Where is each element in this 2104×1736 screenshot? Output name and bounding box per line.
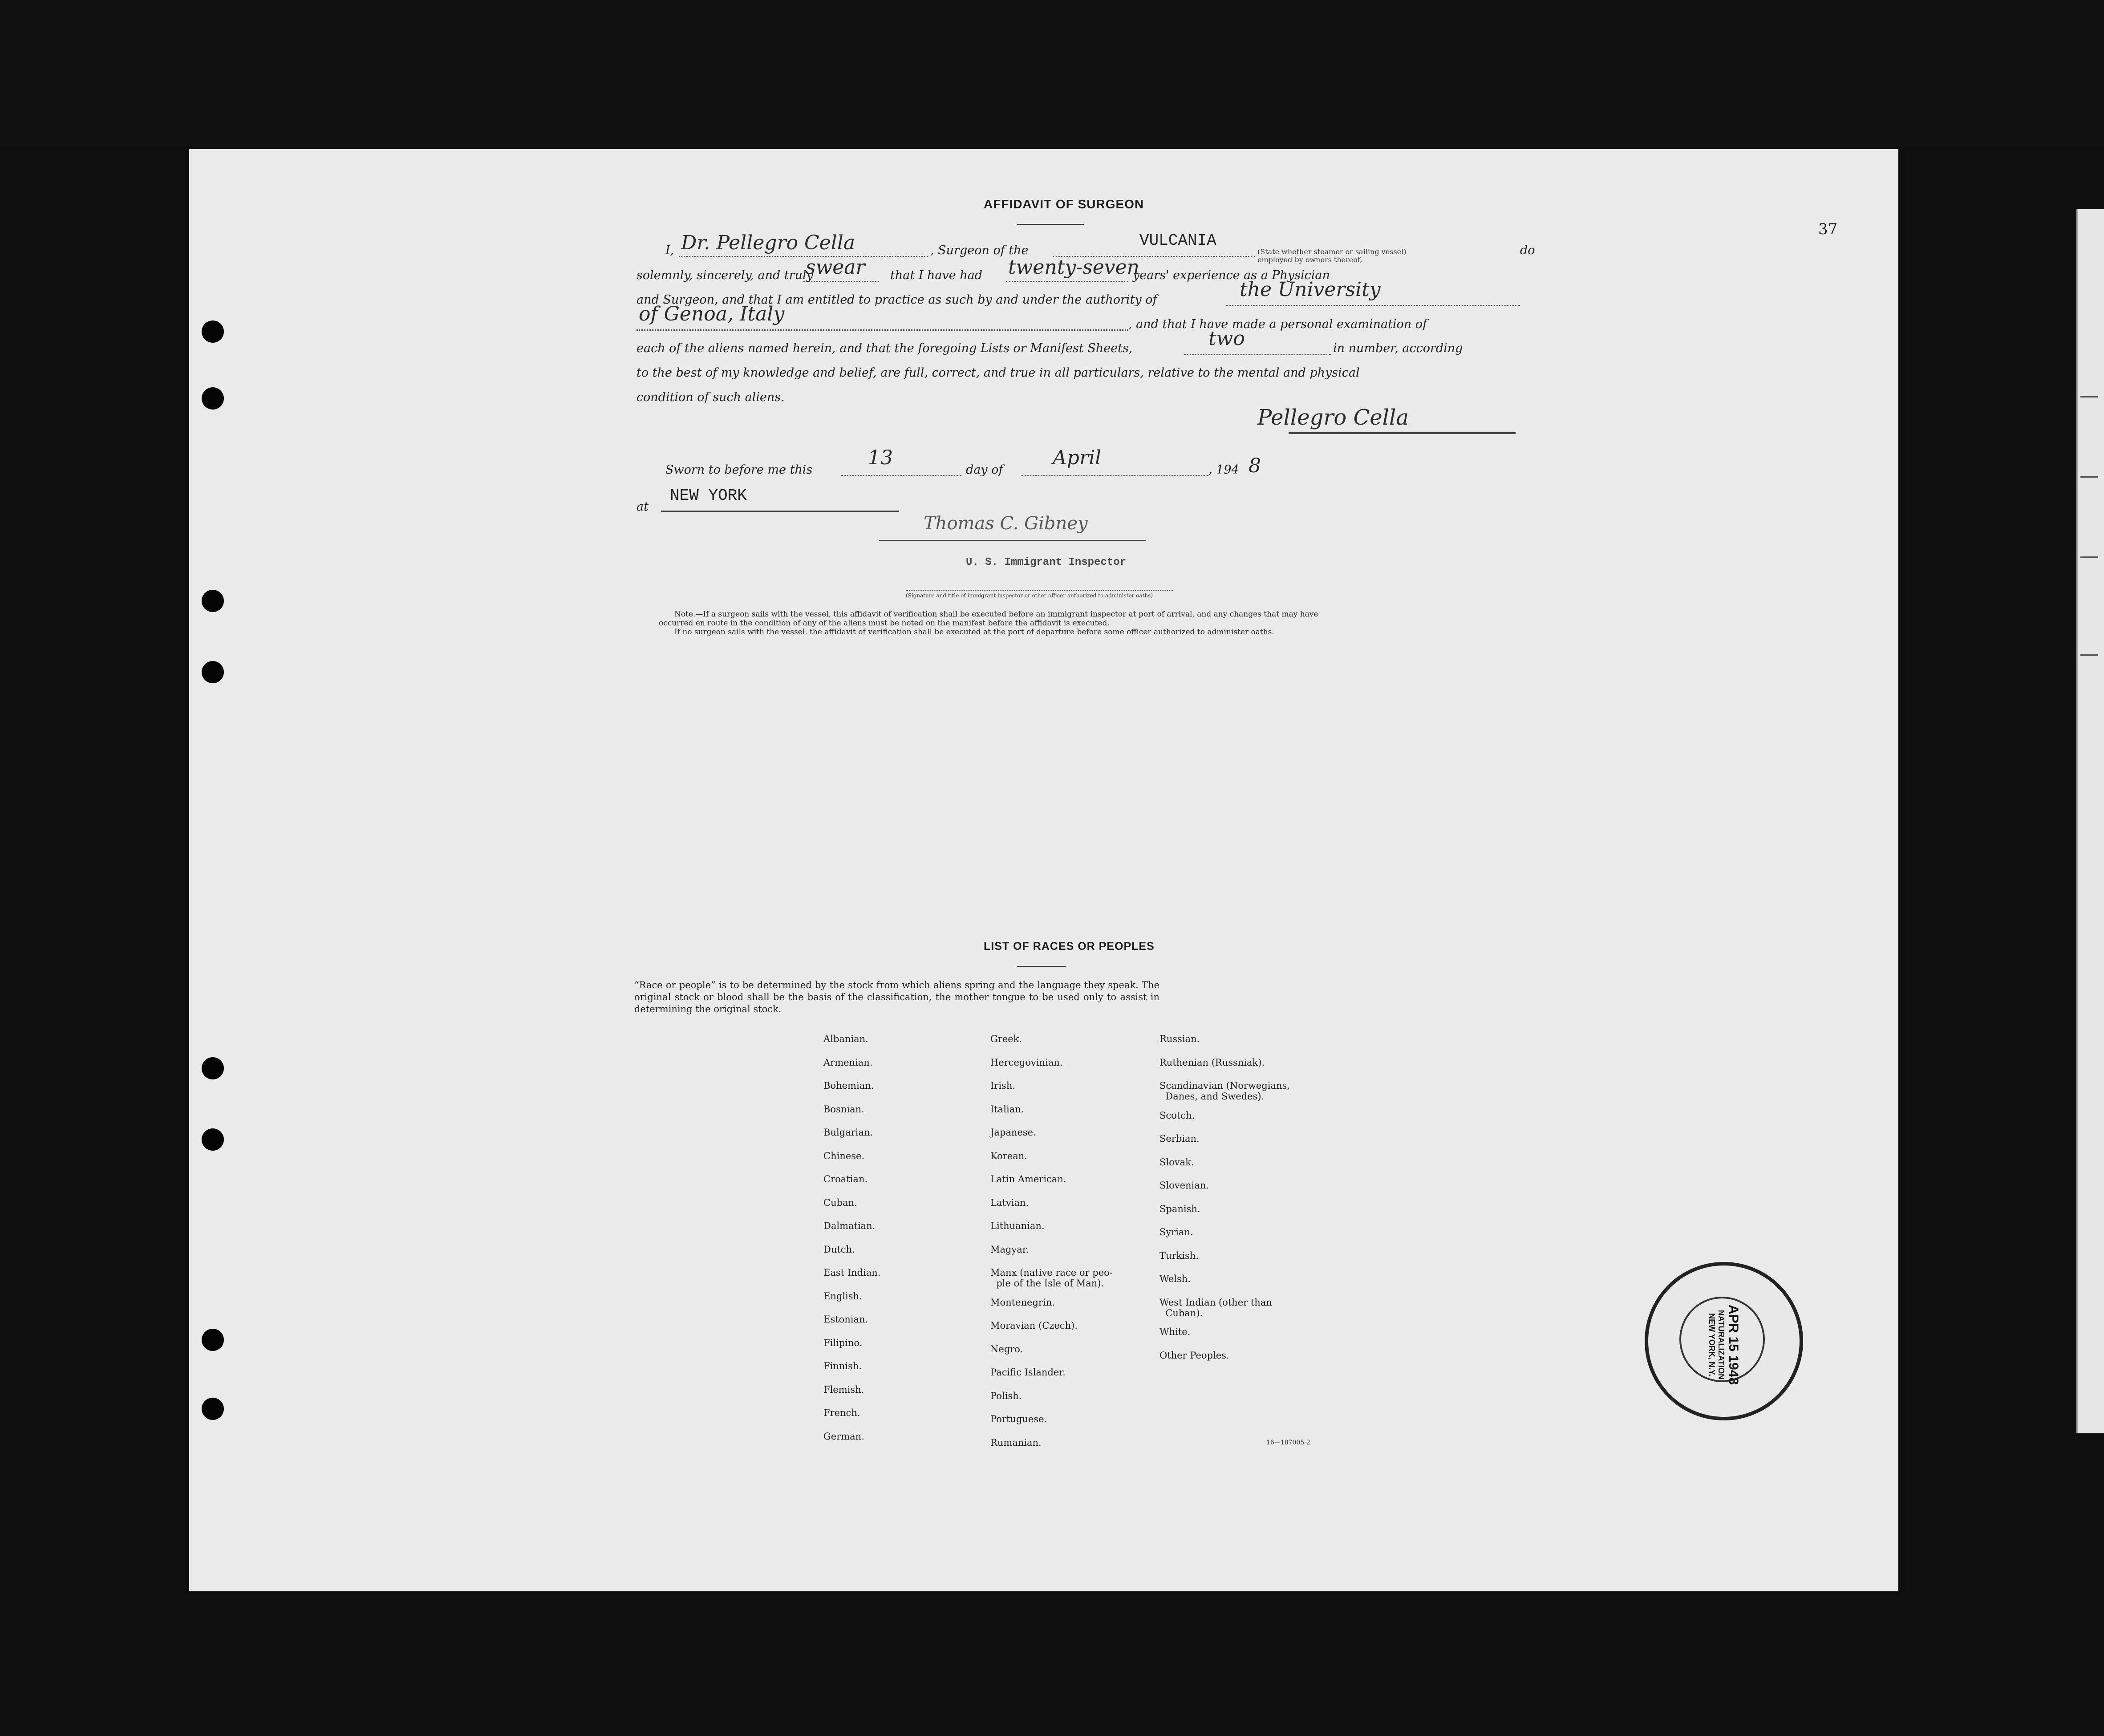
race-item: Scandinavian (Norwegians, Danes, and Swedes). (1159, 1080, 1290, 1102)
line5-end: in number, according (1333, 341, 1463, 355)
sworn-day: 13 (868, 446, 893, 469)
race-item: Bosnian. (823, 1103, 864, 1115)
note-line-3: If no surgeon sails with the vessel, the affidavit of verification shall be executed at the port of departure before some officer authorized to administer oaths. (674, 628, 1274, 637)
race-item: Dutch. (823, 1244, 855, 1255)
race-item: Greek. (990, 1034, 1022, 1044)
race-item: Polish. (990, 1390, 1022, 1401)
race-item: Irish. (990, 1080, 1016, 1091)
vessel-name: VULCANIA (1139, 231, 1216, 250)
line4-end: , and that I have made a personal examination of (1128, 317, 1427, 331)
race-item: Ruthenian (Russniak). (1159, 1057, 1265, 1068)
race-item: Bulgarian. (823, 1127, 873, 1138)
stamp-office: NATURALIZATION (1717, 1310, 1726, 1380)
year-digit: 8 (1249, 454, 1261, 477)
date-stamp (1645, 1262, 1803, 1420)
punch-hole (202, 661, 224, 683)
race-item: East Indian. (823, 1267, 881, 1278)
years-experience: twenty-seven (1008, 256, 1139, 279)
race-item: Dalmatian. (823, 1221, 876, 1231)
race-item: Japanese. (990, 1127, 1036, 1138)
sheet-count: two (1208, 327, 1245, 350)
race-item: Chinese. (823, 1150, 865, 1161)
race-item: Albanian. (823, 1034, 868, 1044)
race-item: French. (823, 1407, 860, 1418)
inspector-title: U. S. Immigrant Inspector (966, 556, 1127, 568)
scan-background (0, 0, 2104, 147)
line1-mid: , Surgeon of the (930, 243, 1029, 257)
race-item: Lithuanian. (990, 1221, 1045, 1231)
day-label: day of (966, 463, 1003, 477)
race-item: Montenegrin. (990, 1297, 1055, 1308)
race-item: White. (1159, 1326, 1191, 1337)
race-item: Italian. (990, 1103, 1024, 1115)
races-intro: “Race or people” is to be determined by the stock from which aliens spring and the language they speak. The original stock or blood shall be the basis of the classification, the mother tongue to be used only to assist in determining the original stock. (634, 980, 1159, 1014)
race-item: Estonian. (823, 1314, 868, 1325)
races-title-underline (1017, 966, 1066, 967)
sworn-place: NEW YORK (670, 487, 747, 505)
punch-hole (202, 590, 224, 612)
race-item: Armenian. (823, 1057, 873, 1068)
race-item: Manx (native race or peo- ple of the Isle of Man). (990, 1267, 1113, 1289)
race-item: Flemish. (823, 1384, 864, 1395)
inspector-caption: (Signature and title of immigrant inspector or other officer authorized to administer oaths) (906, 592, 1153, 599)
race-item: Turkish. (1159, 1250, 1199, 1261)
race-item: Slovenian. (1159, 1180, 1209, 1191)
line1-end: do (1520, 243, 1535, 257)
race-item: Latvian. (990, 1197, 1029, 1208)
surgeon-signature: Pellegro Cella (1257, 405, 1409, 430)
race-item: Filipino. (823, 1337, 863, 1348)
punch-hole (202, 1398, 224, 1420)
race-item: Cuban. (823, 1197, 857, 1208)
race-item: Moravian (Czech). (990, 1320, 1078, 1331)
page-number: 37 (1818, 220, 1838, 238)
stamp-date: APR 15 1948 (1726, 1304, 1741, 1385)
race-item: Croatian. (823, 1174, 868, 1184)
document-page (189, 149, 1898, 1591)
year-prefix: , 194 (1208, 463, 1239, 477)
race-item: Latin American. (990, 1174, 1066, 1184)
race-item: Other Peoples. (1159, 1350, 1229, 1361)
stamp-city: NEW YORK, N.Y. (1707, 1313, 1716, 1376)
affidavit-title: AFFIDAVIT OF SURGEON (984, 197, 1144, 211)
surgeon-name: Dr. Pellegro Cella (681, 231, 855, 254)
race-item: Rumanian. (990, 1437, 1042, 1448)
line2-prefix: solemnly, sincerely, and truly (636, 268, 813, 282)
race-item: Slovak. (1159, 1156, 1194, 1168)
race-item: Portuguese. (990, 1414, 1047, 1424)
punch-hole (202, 387, 224, 410)
race-item: Hercegovinian. (990, 1057, 1063, 1068)
authority-line-2: of Genoa, Italy (639, 303, 785, 325)
sworn-prefix: Sworn to before me this (665, 463, 813, 477)
punch-hole (202, 1128, 224, 1151)
race-item: Pacific Islander. (990, 1367, 1066, 1378)
line7: condition of such aliens. (636, 390, 785, 404)
punch-hole (202, 1057, 224, 1079)
race-item: Russian. (1159, 1034, 1200, 1044)
adjacent-sheet-edge (2076, 209, 2104, 1433)
races-title: LIST OF RACES OR PEOPLES (984, 940, 1155, 953)
race-item: Korean. (990, 1150, 1027, 1161)
race-item: Finnish. (823, 1361, 862, 1371)
title-underline (1017, 224, 1084, 225)
at-label: at (636, 500, 649, 514)
note-line-2: occurred en route in the condition of any of the aliens must be noted on the manifest before the affidavit is executed. (659, 619, 1110, 628)
punch-hole (202, 320, 224, 343)
oath-word: swear (806, 256, 865, 279)
race-item: Bohemian. (823, 1080, 874, 1091)
line2-mid: that I have had (890, 268, 983, 282)
line1-prefix: I, (665, 243, 674, 257)
race-item: West Indian (other than Cuban). (1159, 1297, 1272, 1318)
race-item: Spanish. (1159, 1203, 1200, 1214)
vessel-note: (State whether steamer or sailing vessel) employed by owners thereof, (1257, 247, 1407, 264)
note-line-1: Note.—If a surgeon sails with the vessel, this affidavit of verification shall be executed before an immigrant inspector at port of arrival, and any changes that may have (674, 610, 1318, 619)
sworn-month: April (1053, 446, 1102, 469)
race-item: Negro. (990, 1343, 1023, 1355)
race-item: Magyar. (990, 1244, 1029, 1255)
line2-end: years' experience as a Physician (1133, 268, 1330, 282)
race-item: Scotch. (1159, 1110, 1195, 1121)
inspector-signature: Thomas C. Gibney (924, 513, 1088, 534)
authority-line-1: the University (1240, 278, 1381, 301)
race-item: German. (823, 1431, 864, 1442)
line3-prefix: and Surgeon, and that I am entitled to practice as such by and under the authority of (636, 293, 1157, 307)
line6: to the best of my knowledge and belief, are full, correct, and true in all particulars, relative to the mental and physical (636, 366, 1360, 380)
punch-hole (202, 1329, 224, 1351)
race-item: Serbian. (1159, 1133, 1200, 1144)
race-item: Welsh. (1159, 1274, 1191, 1284)
line5-prefix: each of the aliens named herein, and that the foregoing Lists or Manifest Sheets, (636, 341, 1133, 355)
form-number: 16—187005-2 (1266, 1439, 1310, 1446)
race-item: English. (823, 1290, 862, 1302)
race-item: Syrian. (1159, 1227, 1193, 1237)
